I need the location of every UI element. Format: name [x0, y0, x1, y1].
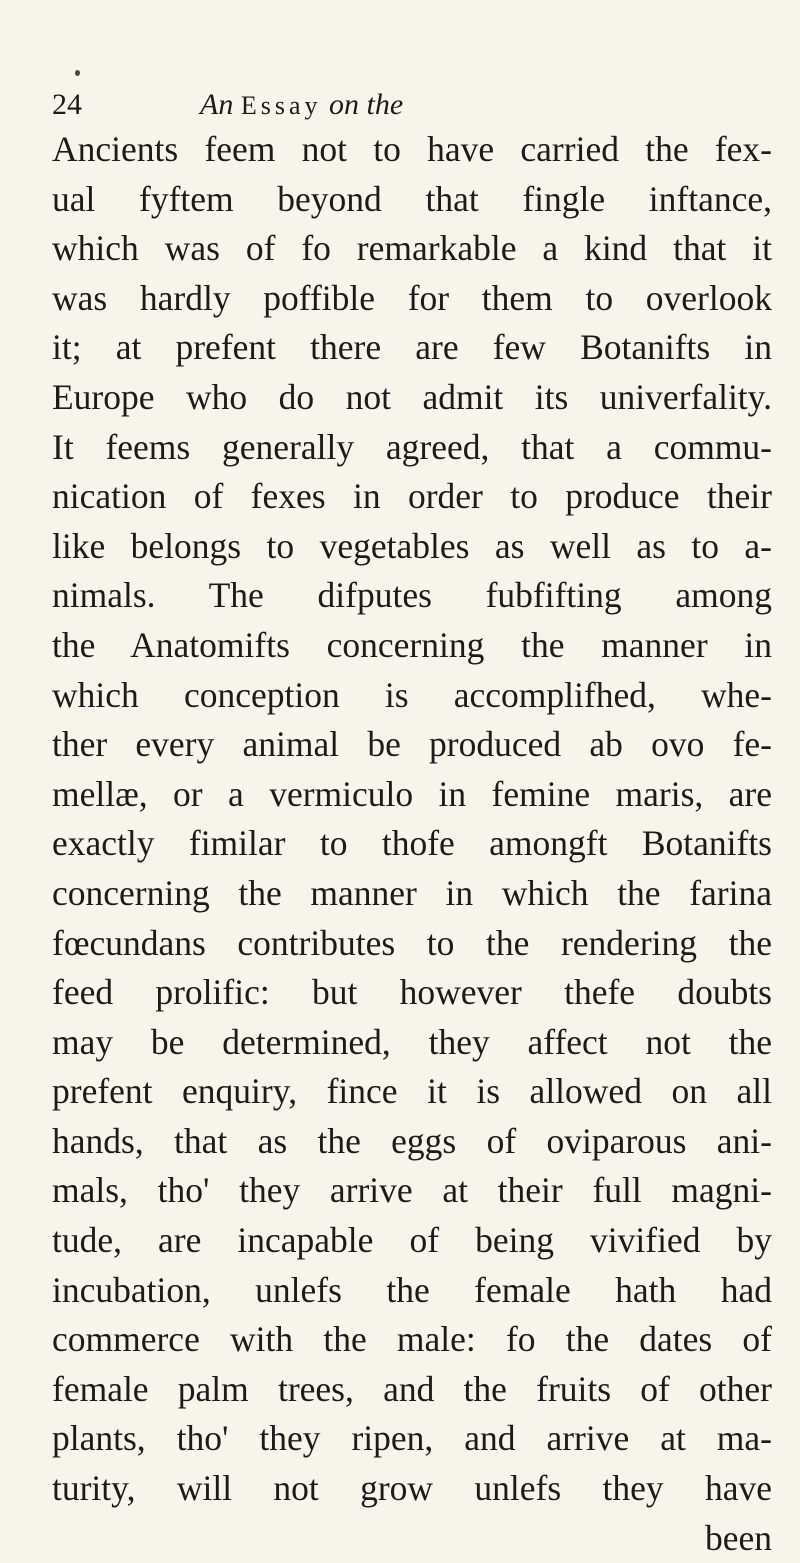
running-head-prefix: An — [200, 88, 234, 121]
text-line: which conception is accomplifhed, whe- — [52, 674, 772, 715]
text-line: female palm trees, and the fruits of other — [52, 1368, 772, 1409]
text-line: concerning the manner in which the farina — [52, 872, 772, 913]
text-line: Ancients feem not to have carried the fex- — [52, 129, 772, 169]
text-line: mals, tho' they arrive at their full magni- — [52, 1170, 772, 1211]
text-line: incubation, unlefs the female hath had — [52, 1269, 772, 1310]
running-head — [200, 88, 403, 122]
text-line: tude, are incapable of being vivified by — [52, 1220, 772, 1261]
catchword: been — [704, 1517, 772, 1558]
text-line: It feems generally agreed, that a commu- — [52, 426, 772, 467]
page-header — [52, 88, 772, 128]
text-line: ther every animal be produced ab ovo fe- — [52, 724, 772, 765]
body-text — [52, 125, 772, 1563]
running-head-suffix: on the — [329, 88, 404, 121]
text-line: commerce with the male: fo the dates of — [52, 1319, 772, 1360]
text-line: exactly fimilar to thofe amongft Botanifts — [52, 823, 772, 864]
text-line: Europe who do not admit its univerfality. — [52, 376, 772, 417]
text-line: was hardly poffible for them to overlook — [52, 277, 772, 318]
ink-speck — [75, 70, 80, 76]
text-line: fœcundans contributes to the rendering the — [52, 922, 772, 963]
text-line: plants, tho' they ripen, and arrive at ma- — [52, 1418, 772, 1459]
running-head-title: Essay — [240, 91, 322, 120]
text-line: nimals. The difputes fubfifting among — [52, 575, 772, 616]
text-line: hands, that as the eggs of oviparous ani- — [52, 1120, 772, 1161]
page-number: 24 — [52, 88, 82, 121]
text-line: mellæ, or a vermiculo in femine maris, are — [52, 773, 772, 814]
text-line: prefent enquiry, fince it is allowed on all — [52, 1071, 772, 1112]
text-line: which was of fo remarkable a kind that it — [52, 228, 772, 269]
text-line: nication of fexes in order to produce their — [52, 476, 772, 517]
text-line: ual fyftem beyond that fingle inftance, — [52, 178, 772, 219]
text-line: feed prolific: but however thefe doubts — [52, 972, 772, 1013]
text-line: may be determined, they affect not the — [52, 1021, 772, 1062]
text-line: it; at prefent there are few Botanifts in — [52, 327, 772, 368]
text-line: like belongs to vegetables as well as to a- — [52, 525, 772, 566]
text-line: the Anatomifts concerning the manner in — [52, 624, 772, 665]
text-line: turity, will not grow unlefs they have — [52, 1468, 772, 1509]
